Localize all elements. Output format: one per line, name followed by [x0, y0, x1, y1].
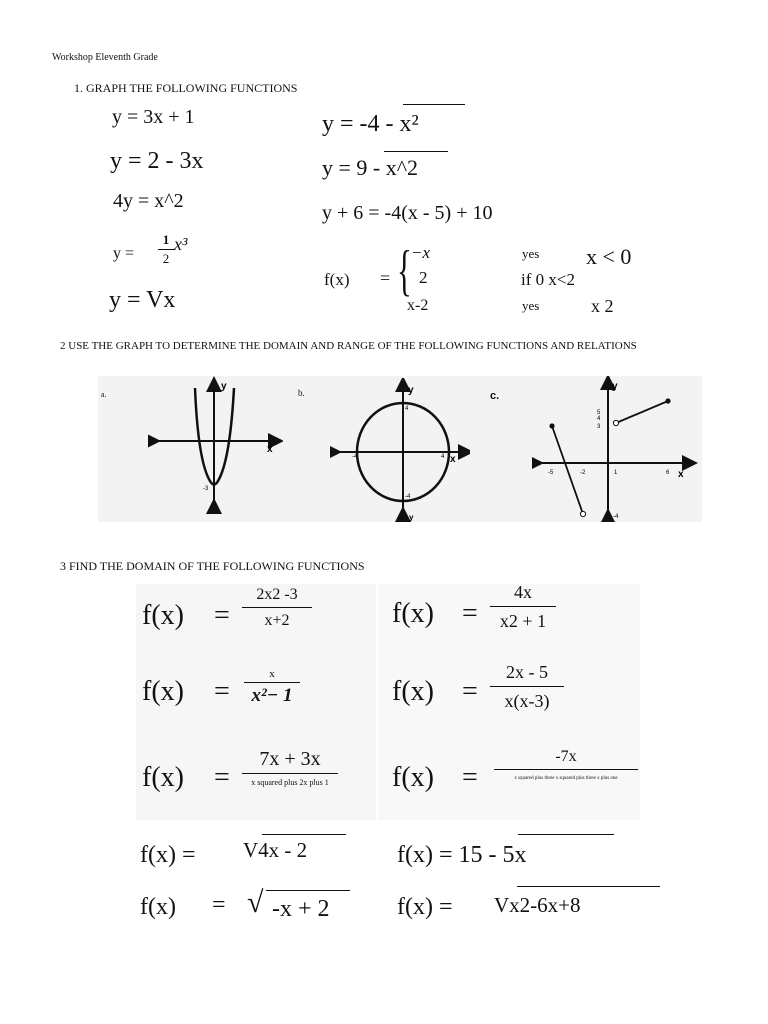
- condition-3: yes: [522, 298, 540, 313]
- fraction-3: [244, 668, 300, 707]
- fx-label-2: f(x): [392, 598, 434, 629]
- fx-label-4: f(x): [392, 676, 434, 707]
- graph-c-tick-x1: 1: [614, 470, 618, 476]
- worksheet-title: Workshop Eleventh Grade: [52, 52, 158, 63]
- fraction-5-den: x squared plus 2x plus 1: [251, 778, 329, 787]
- section-3-heading: 3 FIND THE DOMAIN OF THE FOLLOWING FUNCTIONS: [60, 559, 365, 573]
- graph-c-tick-y4: 4: [597, 416, 601, 422]
- graph-b: [330, 378, 470, 522]
- eq-4: =: [462, 676, 478, 707]
- fraction-2-den: x2 + 1: [499, 611, 547, 631]
- fx-radical-4: f(x) =: [397, 894, 453, 920]
- piecewise-eq: =: [380, 268, 391, 288]
- graph-c-tick-x6: 6: [666, 470, 670, 476]
- graph-c-point-1: [549, 423, 554, 428]
- cube-den: 2: [162, 251, 170, 266]
- graph-b-tick-top: 4: [405, 406, 409, 412]
- graph-a-tick: -3: [203, 486, 209, 492]
- fx-radical-1: f(x) =: [140, 842, 196, 868]
- graph-c-tick-bottom: -4: [613, 514, 619, 520]
- eq-3: =: [214, 676, 230, 707]
- cube-prefix: y =: [113, 245, 135, 262]
- cube-expr: x³: [174, 234, 188, 254]
- equation-vx: y = Vx: [109, 287, 176, 313]
- graph-a-y-label: y: [221, 381, 227, 392]
- fraction-3-num: x: [269, 668, 275, 680]
- eq-5: =: [214, 762, 230, 793]
- equation-right-1: y = -4 - x²: [322, 111, 419, 137]
- graph-a-x-label: x: [267, 444, 273, 455]
- fx-label-3: f(x): [142, 676, 184, 707]
- graph-c-point-4: [665, 398, 670, 403]
- radical-3: -x + 2: [272, 896, 330, 922]
- equation-right-2: y = 9 - x^2: [322, 155, 419, 180]
- equation-right-3: y + 6 = -4(x - 5) + 10: [322, 202, 493, 224]
- fraction-1-den: x+2: [264, 612, 290, 629]
- fraction-6-num: -7x: [555, 748, 577, 765]
- brace-symbol: {: [397, 240, 412, 302]
- fx-label-5: f(x): [142, 762, 184, 793]
- graph-c-segment-1: [552, 426, 583, 514]
- graph-c-tick-x-neg2: -2: [580, 470, 586, 476]
- graph-c-point-5: [605, 513, 611, 519]
- radical-4-bar: [517, 886, 660, 887]
- piece-1: −x: [411, 243, 431, 262]
- fraction-4-num: 2x - 5: [506, 662, 548, 682]
- graph-c: [532, 376, 698, 522]
- condition-extra-2: x 2: [591, 296, 614, 316]
- radical-2-bar: [518, 834, 614, 835]
- equation-1: y = 3x + 1: [112, 106, 195, 128]
- fraction-6-den: x squared plus three x squared plus three x plus one: [514, 776, 618, 781]
- equation-3: 4y = x^2: [113, 190, 184, 212]
- graphs-panel: [98, 376, 702, 522]
- piece-2: 2: [419, 268, 428, 287]
- fraction-6: [494, 748, 638, 781]
- condition-extra-1: x < 0: [586, 244, 632, 269]
- graph-b-x-label: x: [450, 454, 456, 465]
- graph-b-y-label: y: [408, 385, 414, 396]
- eq-1: =: [214, 600, 230, 631]
- graph-b-label: b.: [298, 388, 305, 398]
- radical-bar-1: [403, 104, 465, 105]
- piece-3: x-2: [407, 297, 429, 314]
- fraction-1: [242, 586, 312, 630]
- graph-a: [148, 376, 283, 516]
- graph-c-label: c.: [490, 390, 500, 402]
- fraction-4: [490, 662, 564, 712]
- graph-b-tick-left: -4: [352, 454, 358, 460]
- eq-2: =: [462, 598, 478, 629]
- fx-radical-3-name: f(x): [140, 894, 176, 920]
- graph-a-label: a.: [101, 390, 107, 399]
- radical-1: V4x - 2: [243, 838, 308, 862]
- condition-2: if 0 x<2: [521, 270, 575, 289]
- radical-1-bar: [262, 834, 346, 835]
- equation-2: y = 2 - 3x: [110, 148, 204, 174]
- graph-c-y-label: y: [612, 381, 618, 392]
- fx-label-1: f(x): [142, 600, 184, 631]
- fx-label-6: f(x): [392, 762, 434, 793]
- piecewise-name: f(x): [324, 270, 350, 289]
- graph-c-segment-2: [616, 401, 668, 423]
- sqrt-icon: √: [247, 886, 264, 919]
- fraction-2-num: 4x: [514, 582, 532, 602]
- section-2-heading: 2 USE THE GRAPH TO DETERMINE THE DOMAIN AND RANGE OF THE FOLLOWING FUNCTIONS AND RELATIONS: [60, 340, 637, 352]
- radical-3-bar: [266, 890, 350, 891]
- fraction-5: [242, 748, 338, 787]
- graph-c-point-2: [580, 511, 585, 516]
- condition-1: yes: [522, 246, 540, 261]
- radical-4: Vx2-6x+8: [494, 893, 581, 917]
- fraction-3-den: x²− 1: [251, 685, 293, 706]
- graph-b-y-bottom-label: y: [409, 513, 414, 522]
- graph-c-tick-y3: 3: [597, 424, 601, 430]
- fraction-2: [490, 582, 556, 632]
- graph-c-point-3: [613, 420, 618, 425]
- section-1-heading: 1. GRAPH THE FOLLOWING FUNCTIONS: [74, 81, 298, 95]
- fraction-5-num: 7x + 3x: [259, 748, 321, 770]
- graph-c-x-label: x: [678, 469, 684, 480]
- graph-b-tick-right: 4: [441, 454, 445, 460]
- fraction-4-den: x(x-3): [504, 691, 550, 711]
- cube-num: 1: [162, 232, 170, 247]
- graph-c-tick-y5: 5: [597, 410, 601, 416]
- graph-c-tick-x-neg5: -5: [548, 470, 554, 476]
- radical-bar-2: [384, 151, 448, 152]
- fx-radical-2: f(x) = 15 - 5x: [397, 842, 527, 868]
- eq-6: =: [462, 762, 478, 793]
- fx-radical-3-eq: =: [212, 892, 226, 918]
- fraction-1-num: 2x2 -3: [256, 586, 298, 603]
- graph-b-tick-bottom: -4: [405, 494, 411, 500]
- cube-fraction: [158, 232, 174, 267]
